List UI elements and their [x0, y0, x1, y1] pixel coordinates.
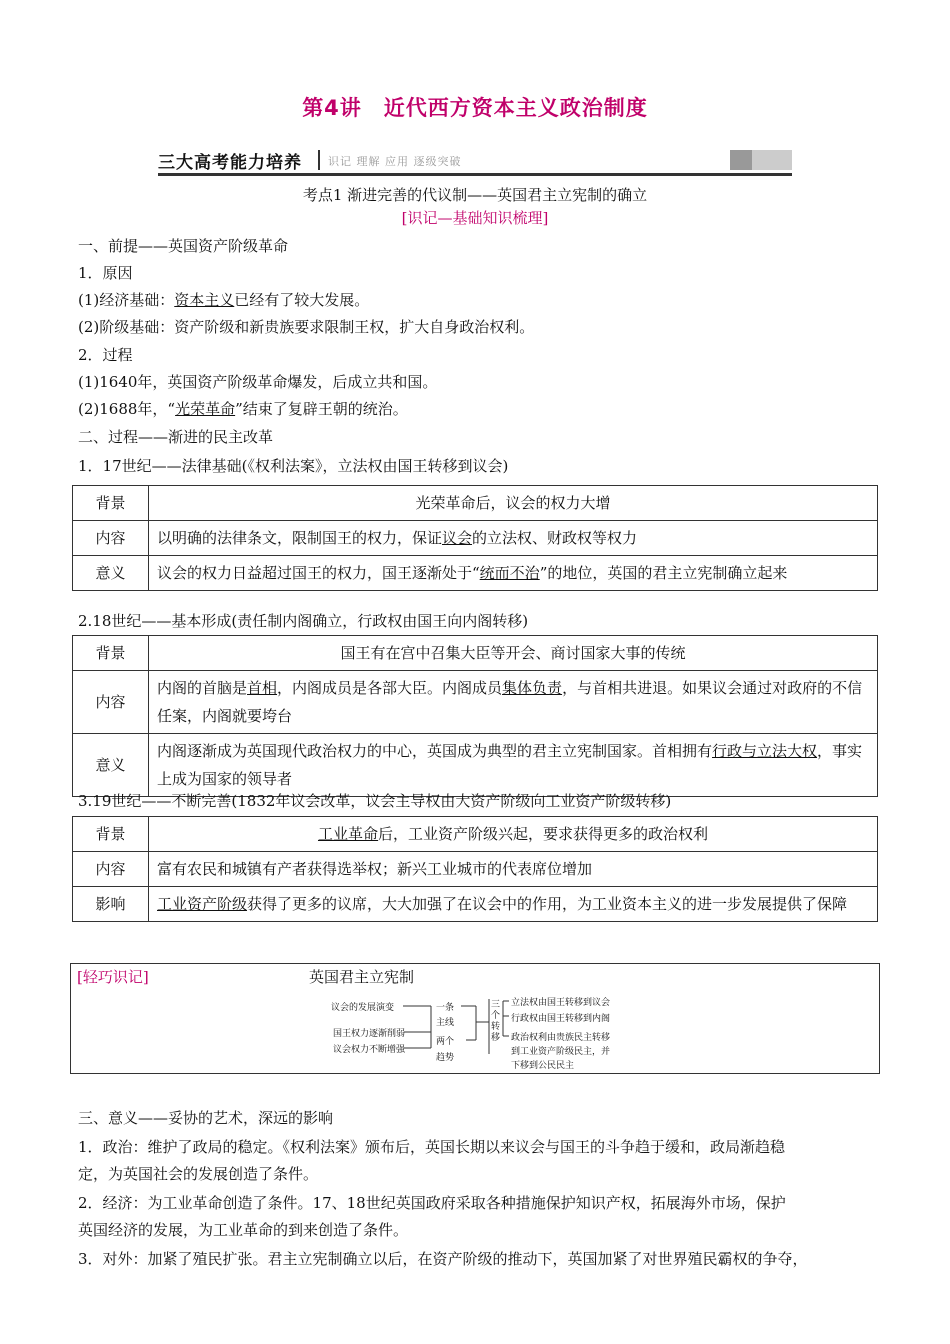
- text-line: 英国经济的发展，为工业革命的到来创造了条件。: [78, 1221, 409, 1239]
- table-row: 内容 以明确的法律条文，限制国王的权力，保证议会的立法权、财政权等权力: [73, 521, 878, 556]
- table-row: 背景 工业革命后，工业资产阶级兴起，要求获得更多的政治权利: [73, 817, 878, 852]
- diagram-label: 到工业资产阶级民主，并: [511, 1047, 611, 1057]
- diagram-label: 三个转移: [491, 1000, 501, 1043]
- century-19-heading: 3.19世纪——不断完善(1832年议会改革，议会主导权由大资产阶级向工业资产阶级转移): [78, 792, 672, 810]
- memo-tag: [轻巧识记]: [77, 968, 149, 986]
- banner-title: 三大高考能力培养: [158, 153, 302, 173]
- table-row: 内容 内阁的首脑是首相，内阁成员是各部大臣。内阁成员集体负责，与首相共进退。如果议会通过对政府的不信任案，内阁就要垮台: [73, 671, 878, 734]
- text-line: 定，为英国社会的发展创造了条件。: [78, 1165, 319, 1183]
- point-subtitle: [识记—基础知识梳理]: [401, 209, 549, 227]
- section-heading-2: 二、过程——渐进的民主改革: [78, 428, 274, 446]
- text-line: (1)1640年，英国资产阶级革命爆发，后成立共和国。: [78, 373, 438, 391]
- table-17th-century: [72, 485, 878, 591]
- text-line: 3．对外：加紧了殖民扩张。君主立宪制确立以后，在资产阶级的推动下，英国加紧了对世界殖民霸权的争夺，: [78, 1250, 808, 1268]
- table-row: 背景 国王有在宫中召集大臣等开会、商讨国家大事的传统: [73, 636, 878, 671]
- century-18-heading: 2.18世纪——基本形成(责任制内阁确立，行政权由国王向内阁转移): [78, 612, 529, 630]
- diagram-label: 议会的发展演变: [331, 1003, 395, 1013]
- section-heading-3: 三、意义——妥协的艺术，深远的影响: [78, 1109, 334, 1127]
- diagram-label: 立法权由国王转移到议会: [511, 998, 611, 1008]
- diagram-label: 议会权力不断增强: [333, 1045, 406, 1055]
- banner-block-light: [752, 150, 792, 170]
- table-row: 背景 光荣革命后，议会的权力大增: [73, 486, 878, 521]
- section-banner: [158, 148, 792, 176]
- diagram-label: 一条: [436, 1003, 455, 1013]
- diagram-label: 政治权利由贵族民主转移: [511, 1033, 611, 1043]
- page-title: 第4讲 近代西方资本主义政治制度: [302, 96, 648, 120]
- table-row: 意义 议会的权力日益超过国王的权力，国王逐渐处于“统而不治”的地位，英国的君主立宪制确立起来: [73, 556, 878, 591]
- banner-underline: [158, 173, 792, 176]
- text-line: (2)阶级基础：资产阶级和新贵族要求限制王权，扩大自身政治权利。: [78, 318, 535, 336]
- item-cause: 1．原因: [78, 264, 133, 282]
- diagram-label: 下移到公民民主: [511, 1061, 575, 1071]
- table-18th-century: [72, 635, 878, 797]
- section-heading-1: 一、前提——英国资产阶级革命: [78, 237, 289, 255]
- table-row: 内容 富有农民和城镇有产者获得选举权；新兴工业城市的代表席位增加: [73, 852, 878, 887]
- memo-title: 英国君主立宪制: [309, 968, 415, 986]
- memo-diagram-lines: [71, 964, 881, 1075]
- item-process: 2．过程: [78, 346, 133, 364]
- text-line: 2．经济：为工业革命创造了条件。17、18世纪英国政府采取各种措施保护知识产权，拓展海外市场，保护: [78, 1194, 786, 1212]
- point-title: 考点1 渐进完善的代议制——英国君主立宪制的确立: [302, 186, 648, 204]
- text-line: 1．政治：维护了政局的稳定。《权利法案》颁布后，英国长期以来议会与国王的斗争趋于缓和，政局渐趋稳: [78, 1138, 786, 1156]
- diagram-label: 主线: [436, 1018, 455, 1028]
- banner-subtitle: 识记 理解 应用 逐级突破: [328, 155, 462, 168]
- table-row: 影响 工业资产阶级获得了更多的议席，大大加强了在议会中的作用，为工业资本主义的进一步发展提供了保障: [73, 887, 878, 922]
- diagram-label: 趋势: [436, 1053, 455, 1063]
- banner-block-dark: [730, 150, 752, 170]
- memo-box: [70, 963, 880, 1074]
- diagram-label: 国王权力逐渐削弱: [333, 1029, 406, 1039]
- diagram-label: 行政权由国王转移到内阁: [511, 1014, 611, 1024]
- banner-divider: [318, 150, 320, 170]
- diagram-label: 两个: [436, 1037, 455, 1047]
- text-line: (1)经济基础：资本主义已经有了较大发展。: [78, 291, 370, 309]
- table-19th-century: [72, 816, 878, 922]
- table-row: 意义 内阁逐渐成为英国现代政治权力的中心，英国成为典型的君主立宪制国家。首相拥有行政与立法大权，事实上成为国家的领导者: [73, 734, 878, 797]
- century-17-heading: 1．17世纪——法律基础(《权利法案》，立法权由国王转移到议会): [78, 457, 509, 475]
- text-line: (2)1688年，“光荣革命”结束了复辟王朝的统治。: [78, 400, 408, 418]
